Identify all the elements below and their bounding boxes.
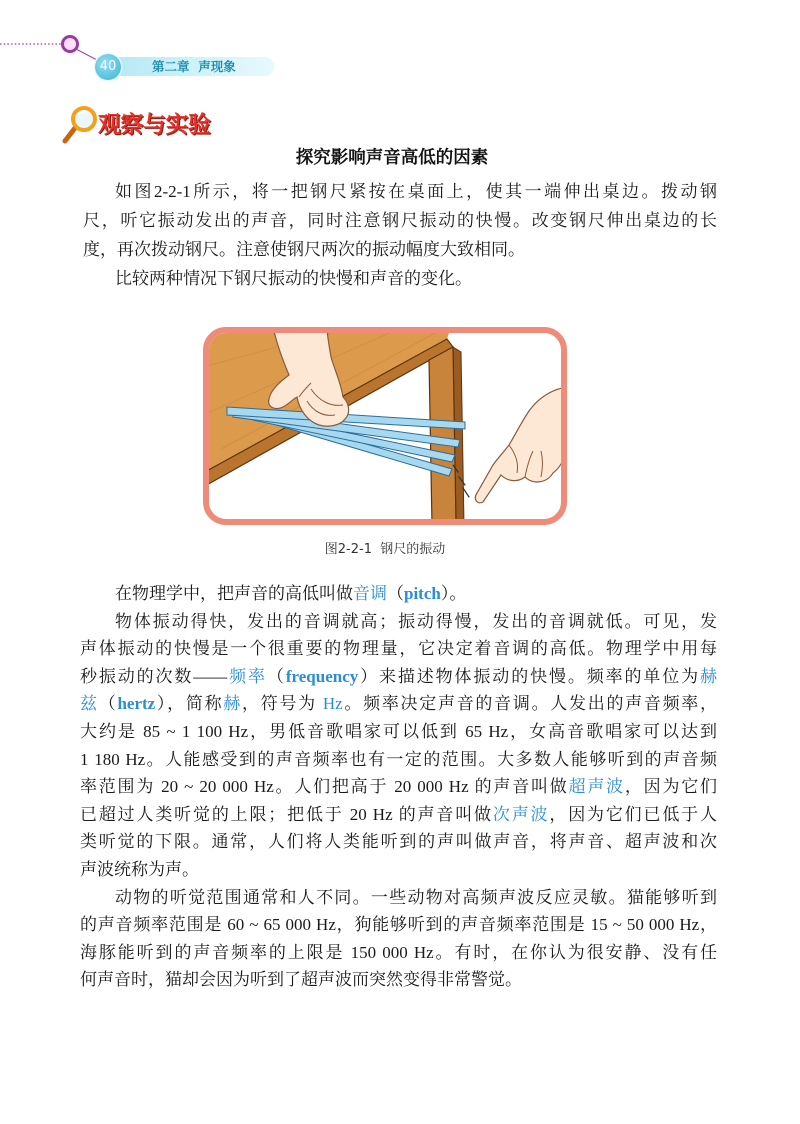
key-term: 频率	[227, 666, 267, 686]
paragraph	[80, 884, 717, 994]
paragraph	[83, 264, 717, 293]
text-line	[80, 746, 717, 774]
key-term: 超声波	[568, 777, 625, 797]
text-run: （	[98, 694, 118, 714]
text-line	[80, 773, 717, 801]
text-line	[80, 884, 717, 912]
key-term: 兹	[80, 694, 99, 714]
text-run: 海豚能听到的声音频率的上限是 150 000 Hz。有时，在你认为很安静、没有任	[80, 942, 717, 962]
text-line	[80, 966, 717, 994]
text-run: 类听觉的下限。通常，人们将人类能听到的声叫做声音，将声音、超声波和次	[80, 832, 717, 852]
text-run: （	[387, 584, 404, 603]
text-line	[80, 911, 717, 939]
section-heading: 观察与实验	[98, 112, 211, 138]
text-run: 物体振动得快，发出的音调就高；振动得慢，发出的音调就低。可见，发	[115, 611, 717, 631]
key-term: 赫	[700, 666, 718, 686]
magnifier-icon	[60, 104, 102, 148]
text-line	[83, 264, 717, 293]
figure-illustration	[203, 327, 567, 525]
text-run: 度，再次拨动钢尺。注意使钢尺两次的振动幅度大致相同。	[83, 240, 525, 259]
text-run: （	[266, 666, 286, 686]
text-line	[80, 580, 717, 608]
text-line	[80, 635, 717, 663]
text-run: ）来描述物体振动的快慢。频率的单位为	[358, 666, 701, 686]
experiment-title: 探究影响声音高低的因素	[295, 148, 489, 168]
text-run: 大约是 85 ~ 1 100 Hz，男低音歌唱家可以低到 65 Hz，女高音歌唱家可以达到	[80, 721, 717, 741]
experiment-text	[83, 177, 717, 293]
key-term: hertz	[117, 694, 156, 714]
text-line	[83, 235, 717, 264]
text-line	[80, 718, 717, 746]
text-line	[80, 939, 717, 967]
key-term: 赫	[223, 694, 243, 714]
key-term: frequency	[285, 666, 359, 686]
paragraph	[80, 580, 717, 608]
text-run: 如图2-2-1所示，将一把钢尺紧按在桌面上，使其一端伸出桌边。拨动钢	[115, 182, 717, 201]
text-run: 的声音频率范围是 60 ~ 65 000 Hz，狗能够听到的声音频率范围是 15 ~ 50 000 Hz，	[80, 915, 717, 935]
text-line	[80, 856, 717, 884]
chapter-title: 第二章 声现象	[152, 59, 236, 74]
text-run: 声波统称为声。	[80, 859, 199, 879]
key-term: pitch	[404, 584, 441, 603]
text-run: 秒振动的次数——	[80, 666, 228, 686]
body-text	[80, 580, 717, 994]
page-number: 40	[95, 54, 121, 80]
text-run: ，因为它们已低于人	[549, 804, 718, 824]
paragraph	[80, 608, 717, 884]
text-line	[83, 177, 717, 206]
key-term: 音调	[353, 584, 387, 603]
text-run: ，符号为	[242, 694, 323, 714]
paragraph	[83, 177, 717, 264]
text-run: 比较两种情况下钢尺振动的快慢和声音的变化。	[115, 269, 472, 288]
text-line	[80, 828, 717, 856]
text-run: 1 180 Hz。人能感受到的声音频率也有一定的范围。大多数人能够听到的声音频	[80, 749, 717, 769]
text-line	[83, 206, 717, 235]
text-run: ，因为它们	[624, 777, 718, 797]
key-term: 次声波	[492, 804, 550, 824]
text-run: 在物理学中，把声音的高低叫做	[115, 584, 353, 603]
text-run: ）。	[440, 584, 467, 603]
text-run: 率范围为 20 ~ 20 000 Hz。人们把高于 20 000 Hz 的声音叫做	[80, 777, 569, 797]
figure-caption: 图2-2-1 钢尺的振动	[324, 542, 446, 557]
text-line	[80, 608, 717, 636]
text-line	[80, 801, 717, 829]
text-run: 动物的听觉范围通常和人不同。一些动物对高频声波反应灵敏。猫能够听到	[115, 887, 717, 907]
text-run: 声体振动的快慢是一个很重要的物理量，它决定着音调的高低。物理学中用每	[80, 639, 717, 659]
text-run: ），简称	[155, 694, 224, 714]
key-term: Hz	[322, 694, 343, 714]
text-line	[80, 663, 717, 691]
text-line	[80, 690, 717, 718]
text-run: 。频率决定声音的音调。人发出的声音频率，	[342, 694, 718, 714]
text-run: 已超过人类听觉的上限；把低于 20 Hz 的声音叫做	[80, 804, 493, 824]
text-run: 尺，听它振动发出的声音，同时注意钢尺振动的快慢。改变钢尺伸出桌边的长	[83, 211, 717, 230]
text-run: 何声音时，猫却会因为听到了超声波而突然变得非常警觉。	[80, 970, 522, 990]
